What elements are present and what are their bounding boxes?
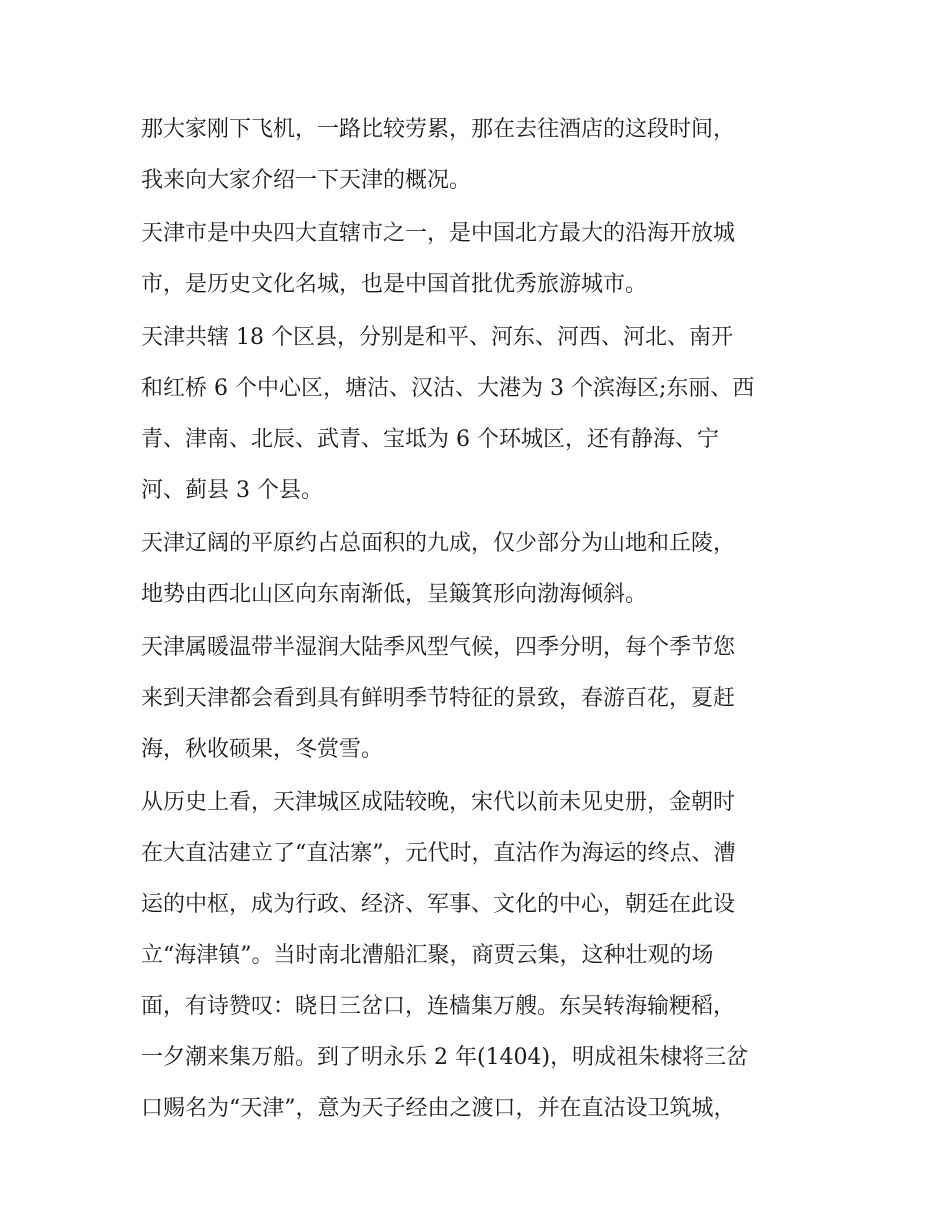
document-body <box>141 104 821 1136</box>
text-line: 立“海津镇”。当时南北漕船汇聚，商贾云集，这种壮观的场 <box>141 943 714 968</box>
paragraph-city-status <box>141 208 821 310</box>
text-line: 来到天津都会看到具有鲜明季节特征的景致，春游百花，夏赶 <box>141 686 736 711</box>
text-line: 海，秋收硕果，冬赏雪。 <box>141 737 384 762</box>
text-line: 市，是历史文化名城，也是中国首批优秀旅游城市。 <box>141 272 648 297</box>
text-line: 地势由西北山区向东南渐低，呈簸箕形向渤海倾斜。 <box>141 582 648 607</box>
text-line: 运的中枢，成为行政、经济、军事、文化的中心，朝廷在此设 <box>141 892 736 917</box>
text-line: 那大家刚下飞机，一路比较劳累，那在去往酒店的这段时间， <box>141 117 736 142</box>
text-line: 在大直沽建立了“直沽寨”，元代时，直沽作为海运的终点、漕 <box>141 841 736 866</box>
paragraph-terrain <box>141 518 821 620</box>
paragraph-districts <box>141 312 821 516</box>
text-line: 河、蓟县 3 个县。 <box>141 478 323 503</box>
text-line: 天津属暖温带半湿润大陆季风型气候，四季分明，每个季节您 <box>141 635 736 660</box>
text-line: 天津共辖 18 个区县，分别是和平、河东、河西、河北、南开 <box>141 325 733 350</box>
text-line: 和红桥 6 个中心区，塘沽、汉沽、大港为 3 个滨海区;东丽、西 <box>141 376 755 401</box>
text-line: 我来向大家介绍一下天津的概况。 <box>141 168 472 193</box>
text-line: 从历史上看，天津城区成陆较晚，宋代以前未见史册，金朝时 <box>141 790 736 815</box>
paragraph-intro <box>141 104 821 206</box>
text-line: 天津市是中央四大直辖市之一，是中国北方最大的沿海开放城 <box>141 221 736 246</box>
paragraph-climate <box>141 622 821 775</box>
text-line: 口赐名为“天津”，意为天子经由之渡口，并在直沽设卫筑城， <box>141 1096 736 1121</box>
text-line: 面，有诗赞叹：晓日三岔口，连樯集万艘。东吴转海输粳稻， <box>141 994 736 1019</box>
text-line: 一夕潮来集万船。到了明永乐 2 年(1404)，明成祖朱棣将三岔 <box>141 1045 749 1070</box>
text-line: 天津辽阔的平原约占总面积的九成，仅少部分为山地和丘陵， <box>141 531 736 556</box>
paragraph-history <box>141 777 821 1134</box>
text-line: 青、津南、北辰、武青、宝坻为 6 个环城区，还有静海、宁 <box>141 427 719 452</box>
